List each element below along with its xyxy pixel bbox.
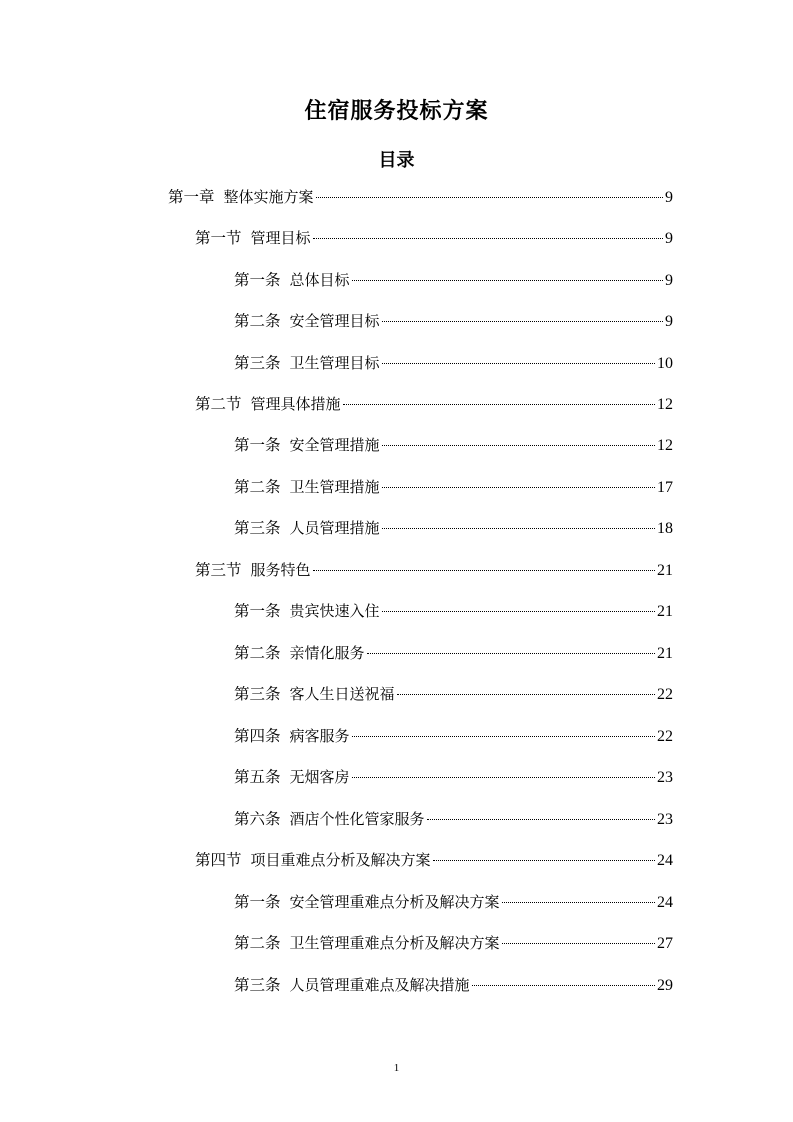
toc-entry-title: 总体目标 (289, 271, 350, 289)
toc-entry-page: 23 (657, 811, 673, 828)
document-title: 住宿服务投标方案 (304, 99, 489, 124)
toc-entry-title: 贵宾快速入住 (289, 602, 380, 620)
toc-entry-title: 卫生管理重难点分析及解决方案 (289, 934, 500, 952)
toc-dot-leader (472, 983, 655, 986)
toc-entry-title: 管理目标 (250, 229, 311, 247)
toc-entry-number: 第二条 (234, 644, 281, 662)
toc-entry[interactable] (234, 683, 673, 705)
toc-entry-number: 第三条 (234, 519, 281, 537)
toc-dot-leader (343, 402, 655, 405)
toc-entry-page: 21 (657, 603, 673, 620)
toc-entry-page: 12 (657, 437, 673, 454)
toc-entry[interactable] (234, 476, 673, 498)
toc-dot-leader (382, 609, 655, 612)
toc-entry-page: 22 (657, 686, 673, 703)
toc-dot-leader (427, 817, 655, 820)
toc-entry-title: 无烟客房 (289, 768, 350, 786)
toc-entry[interactable] (234, 725, 673, 747)
toc-entry-title: 项目重难点分析及解决方案 (250, 851, 431, 869)
toc-dot-leader (367, 651, 655, 654)
toc-dot-leader (313, 568, 655, 571)
toc-entry-page: 21 (657, 562, 673, 579)
toc-entry[interactable] (234, 517, 673, 539)
toc-entry-page: 24 (657, 852, 673, 869)
toc-entry-page: 9 (665, 313, 673, 330)
toc-dot-leader (433, 858, 655, 861)
toc-entry-page: 18 (657, 520, 673, 537)
toc-entry-number: 第三条 (234, 685, 281, 703)
toc-entry[interactable] (234, 600, 673, 622)
toc-dot-leader (382, 485, 655, 488)
toc-dot-leader (313, 236, 663, 239)
toc-entry-number: 第一节 (195, 229, 242, 247)
toc-dot-leader (316, 195, 663, 198)
toc-entry[interactable] (234, 269, 673, 291)
toc-dot-leader (397, 692, 655, 695)
toc-dot-leader (352, 775, 655, 778)
toc-entry-number: 第六条 (234, 810, 281, 828)
toc-entry[interactable] (195, 393, 673, 415)
toc-dot-leader (382, 443, 655, 446)
toc-entry-number: 第四条 (234, 727, 281, 745)
toc-entry[interactable] (168, 186, 673, 208)
toc-entry-number: 第三条 (234, 976, 281, 994)
toc-entry-title: 酒店个性化管家服务 (289, 810, 425, 828)
toc-entry[interactable] (234, 766, 673, 788)
toc-entry-title: 服务特色 (250, 561, 311, 579)
toc-dot-leader (352, 734, 655, 737)
toc-entry-title: 整体实施方案 (223, 188, 314, 206)
toc-entry-number: 第五条 (234, 768, 281, 786)
toc-entry-page: 23 (657, 769, 673, 786)
toc-entry-number: 第二条 (234, 934, 281, 952)
toc-entry[interactable] (234, 434, 673, 456)
toc-entry-page: 17 (657, 479, 673, 496)
toc-dot-leader (382, 361, 655, 364)
page-number: 1 (393, 1062, 400, 1074)
toc-entry-title: 亲情化服务 (289, 644, 365, 662)
toc-entry-title: 管理具体措施 (250, 395, 341, 413)
toc-entry-page: 27 (657, 935, 673, 952)
toc-entry[interactable] (234, 310, 673, 332)
toc-entry-title: 人员管理重难点及解决措施 (289, 976, 470, 994)
toc-entry-number: 第二条 (234, 312, 281, 330)
toc-entry-title: 卫生管理措施 (289, 478, 380, 496)
toc-entry[interactable] (195, 227, 673, 249)
toc-entry-title: 人员管理措施 (289, 519, 380, 537)
toc-entry-page: 12 (657, 396, 673, 413)
toc-entry-number: 第四节 (195, 851, 242, 869)
toc-entry-page: 24 (657, 894, 673, 911)
toc-entry-title: 安全管理重难点分析及解决方案 (289, 893, 500, 911)
toc-entry-title: 卫生管理目标 (289, 354, 380, 372)
toc-entry-page: 9 (665, 272, 673, 289)
toc-entry-number: 第一条 (234, 602, 281, 620)
toc-entry[interactable] (195, 559, 673, 581)
toc-entry-page: 10 (657, 355, 673, 372)
toc-entry-number: 第三条 (234, 354, 281, 372)
toc-entry-number: 第一条 (234, 436, 281, 454)
toc-dot-leader (382, 319, 663, 322)
toc-dot-leader (502, 900, 655, 903)
toc-entry-number: 第一章 (168, 188, 215, 206)
toc-entry[interactable] (234, 932, 673, 954)
toc-entry[interactable] (195, 849, 673, 871)
toc-entry-number: 第二节 (195, 395, 242, 413)
toc-entry-number: 第三节 (195, 561, 242, 579)
toc-entry-title: 客人生日送祝福 (289, 685, 395, 703)
toc-entry-title: 病客服务 (289, 727, 350, 745)
toc-entry-page: 21 (657, 645, 673, 662)
toc-heading: 目录 (378, 150, 415, 171)
toc-dot-leader (352, 278, 663, 281)
toc-dot-leader (382, 526, 655, 529)
toc-entry-page: 9 (665, 189, 673, 206)
toc-entry[interactable] (234, 891, 673, 913)
toc-entry[interactable] (234, 974, 673, 996)
toc-entry-number: 第二条 (234, 478, 281, 496)
toc-entry-title: 安全管理措施 (289, 436, 380, 454)
toc-entry-page: 9 (665, 230, 673, 247)
toc-entry[interactable] (234, 808, 673, 830)
toc-entry-page: 29 (657, 977, 673, 994)
toc-entry-title: 安全管理目标 (289, 312, 380, 330)
toc-entry-page: 22 (657, 728, 673, 745)
toc-dot-leader (502, 941, 655, 944)
toc-entry[interactable] (234, 642, 673, 664)
toc-entry-number: 第一条 (234, 893, 281, 911)
toc-entry-number: 第一条 (234, 271, 281, 289)
toc-entry[interactable] (234, 352, 673, 374)
